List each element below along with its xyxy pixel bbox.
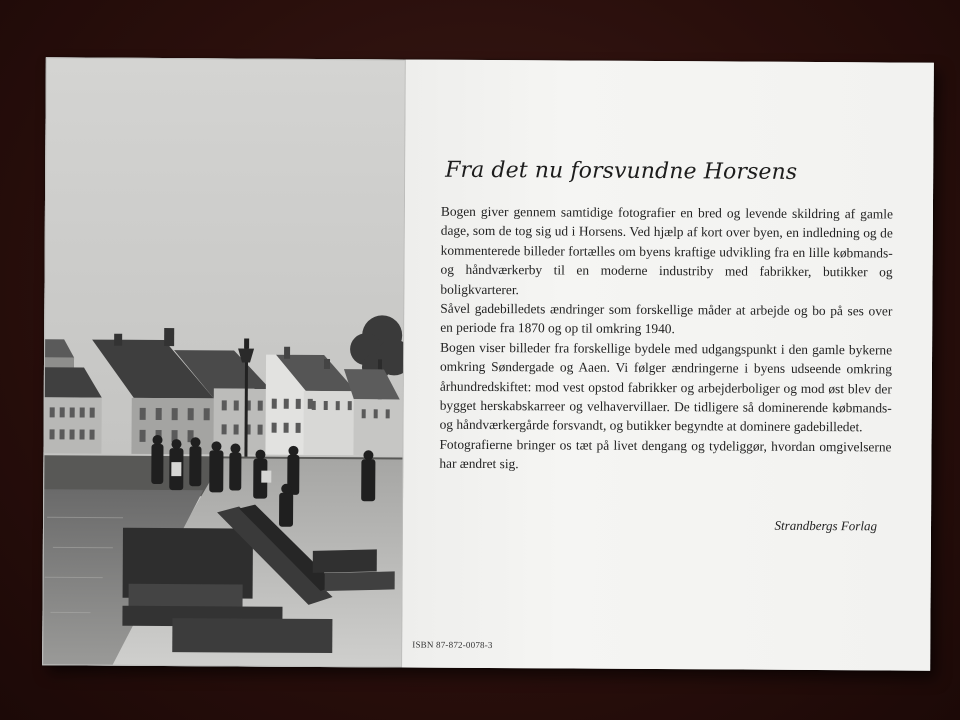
historic-street-photo xyxy=(42,57,406,667)
description-panel xyxy=(402,59,934,670)
photo-illustration xyxy=(42,57,406,667)
isbn-number: ISBN 87-872-0078-3 xyxy=(412,639,493,651)
description-paragraph: Såvel gadebilledets ændringer som forskellige måder at arbejde og bo på ses over en periode fra 1870 og op til omkring 1940. xyxy=(440,300,893,337)
publisher-name: Strandbergs Forlag xyxy=(774,517,878,534)
description-paragraph: Fotografierne bringer os tæt på livet dengang og tydeliggør, hvordan omgivelserne har ændret sig. xyxy=(439,436,892,472)
book-title: Fra det nu forsvundne Horsens xyxy=(445,157,798,185)
book-back-cover xyxy=(42,57,934,670)
description-paragraph: Bogen giver gennem samtidige fotografier en bred og levende skildring af gamle dage, som de tog sig ud i Horsens. Ved hjælp af kort over byen, en indledning og de kommenterede billeder fortælles om byens kraftige udvikling fra en lille købmands- og håndværkerby til en moderne industriby med fabrikker, butikker og boligkvarterer. xyxy=(440,203,893,297)
book-description xyxy=(439,202,893,476)
description-paragraph: Bogen viser billeder fra forskellige bydele med udgangspunkt i den gamle bykerne omkring Søndergade og Aaen. Vi følger ændringerne i byens udseende omkring århundredskiftet: mod vest opstod fabrikker og arbejderboliger og mod øst blev der bygget herskabskarreer og velhavervillaer. De tidligere så dominerende købmands- og håndværkergårde forsvandt, og butikker begyndte at dominere gadebilledet. xyxy=(439,339,893,435)
